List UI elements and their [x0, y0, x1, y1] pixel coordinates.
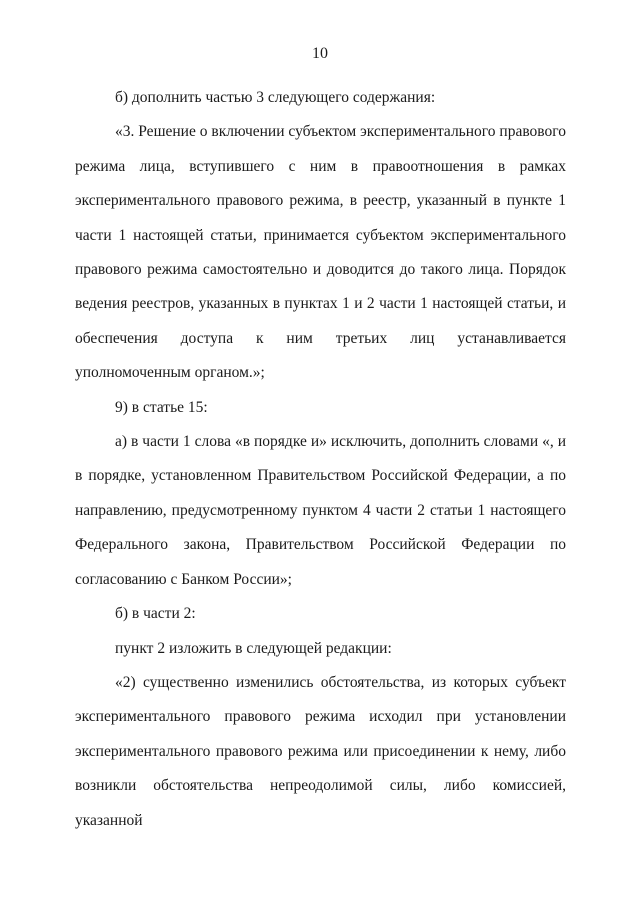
- paragraph-amend-part3: б) дополнить частью 3 следующего содержания:: [115, 89, 436, 106]
- paragraph-part3-text: «3. Решение о включении субъектом экспериментального правового режима лица, вступившего с ним в правоотношения в рамках экспериментального правового режима, в реестр, указанный в пункте 1 части 1 настоящей статьи, принимается субъектом экспериментального правового режима самостоятельно и доводится до такого лица. Порядок ведения реестров, указанных в пунктах 1 и 2 части 1 настоящей статьи, и обеспечения доступа к ним третьих лиц устанавливается уполномоченным органом.»;: [75, 123, 566, 382]
- document-body: [75, 81, 566, 838]
- paragraph-article15-part1: а) в части 1 слова «в порядке и» исключить, дополнить словами «, и в порядке, установленном Правительством Российской Федерации, а по направлению, предусмотренному пунктом 4 части 2 статьи 1 настоящего Федерального закона, Правительством Российской Федерации по согласованию с Банком России»;: [75, 433, 566, 588]
- paragraph-article15-part2: б) в части 2:: [115, 605, 196, 623]
- paragraph-item2-new-edition: пункт 2 изложить в следующей редакции:: [115, 639, 392, 657]
- page-number: 10: [312, 45, 328, 62]
- paragraph-item2-text: «2) существенно изменились обстоятельства, из которых субъект экспериментального правового режима исходил при установлении экспериментального правового режима или присоединении к нему, либо возникли обстоятельства непреодолимой силы, либо комиссией, указанной: [75, 673, 566, 829]
- paragraph-article15: 9) в статье 15:: [115, 398, 208, 416]
